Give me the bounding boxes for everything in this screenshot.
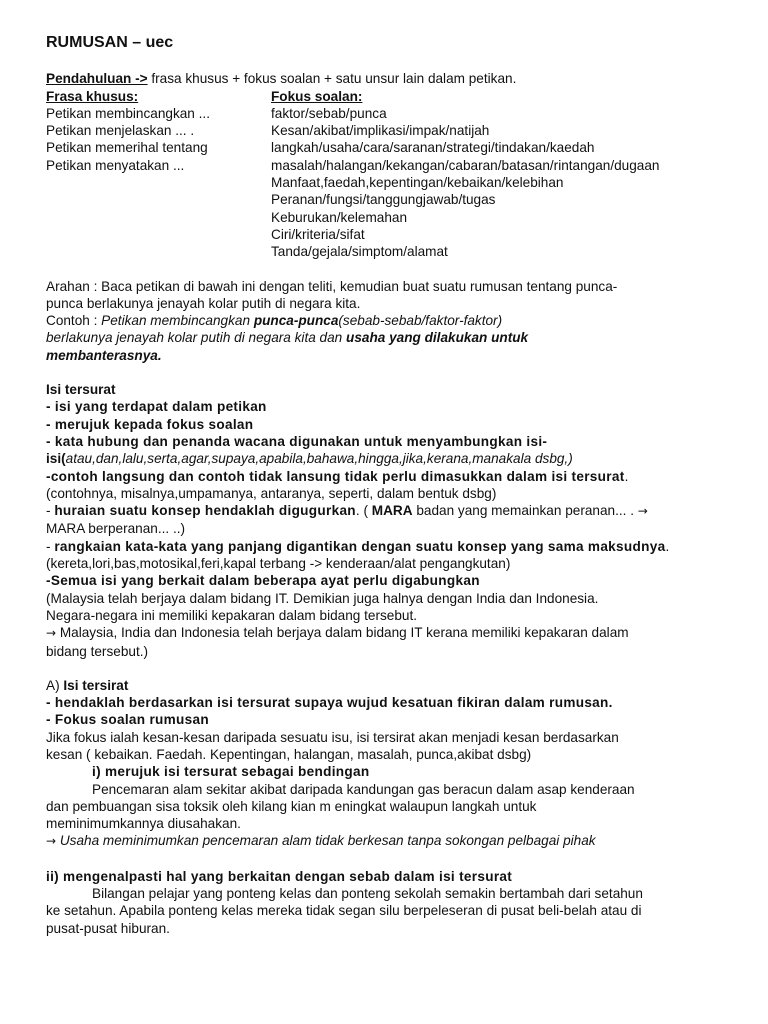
body-line: Jika fokus ialah kesan-kesan daripada sesuatu isu, isi tersirat akan menjadi kesan berdasarkan — [46, 729, 619, 745]
phrase-cell: Petikan memerihal tentang — [46, 140, 208, 156]
rule-line: - rangkaian kata-kata yang panjang digantikan dengan suatu konsep yang sama maksudnya. — [46, 538, 670, 554]
contoh-line: Contoh : Petikan membincangkan punca-punca(sebab-sebab/faktor-faktor) — [46, 313, 503, 329]
example-line: (Malaysia telah berjaya dalam bidang IT. Demikian juga halnya dengan India dan Indonesia. — [46, 590, 599, 606]
rule-line: - hendaklah berdasarkan isi tersurat supaya wujud kesatuan fikiran dalam rumusan. — [46, 695, 613, 711]
rule-line: - Fokus soalan rumusan — [46, 712, 209, 728]
phrase-cell — [46, 209, 271, 226]
col-header-fokus: Fokus soalan: — [271, 88, 363, 104]
contoh-label: Contoh : — [46, 313, 102, 329]
contoh-line-2: berlakunya jenayah kolar putih di negara kita dan usaha yang dilakukan untuk — [46, 330, 529, 346]
example-line: (kereta,lori,bas,motosikal,feri,kapal terbang -> kenderaan/alat pengangkutan) — [46, 556, 511, 572]
rule-line: -Semua isi yang berkait dalam beberapa ayat perlu digabungkan — [46, 573, 480, 589]
example-line: bidang tersebut.) — [46, 643, 149, 659]
arahan-line-2: punca berlakunya jenayah kolar putih di negara kita. — [46, 295, 361, 311]
focus-cell: langkah/usaha/cara/saranan/strategi/tindakan/kaedah — [271, 140, 595, 156]
arahan-line-1: Arahan : Baca petikan di bawah ini dengan teliti, kemudian buat suatu rumusan tentang punca- — [46, 278, 618, 294]
phrase-cell: Petikan membincangkan ... — [46, 105, 210, 121]
phrase-cell — [46, 191, 271, 208]
body-line: Pencemaran alam sekitar akibat daripada kandungan gas beracun dalam asap kenderaan — [92, 781, 635, 797]
phrase-cell: Petikan menjelaskan ... . — [46, 123, 195, 139]
rule-line: isi(atau,dan,lalu,serta,agar,supaya,apabila,bahawa,hingga,jika,kerana,manakala dsbg,) — [46, 451, 573, 467]
intro-line — [46, 70, 736, 87]
arrow-icon: → — [46, 626, 57, 641]
body-line: Bilangan pelajar yang ponteng kelas dan ponteng sekolah semakin bertambah dari setahun — [92, 886, 643, 902]
page-title: RUMUSAN – uec — [46, 34, 174, 51]
body-line: pusat-pusat hiburan. — [46, 920, 170, 936]
table-header — [46, 88, 736, 105]
phrase-cell: Petikan menyatakan ... — [46, 157, 185, 173]
subheading: i) merujuk isi tersurat sebagai bendingan — [92, 764, 370, 780]
section-heading-tersirat: A) Isi tersirat — [46, 677, 129, 693]
phrase-cell — [46, 174, 271, 191]
focus-cell: Manfaat,faedah,kepentingan/kebaikan/kelebihan — [271, 175, 564, 191]
rule-line: - isi yang terdapat dalam petikan — [46, 399, 267, 415]
table-row — [46, 243, 736, 260]
example-line: MARA berperanan... ..) — [46, 521, 186, 537]
table-row — [46, 209, 736, 226]
example-line: (contohnya, misalnya,umpamanya, antaranya, seperti, dalam bentuk dsbg) — [46, 485, 497, 501]
arrow-icon: → — [46, 834, 57, 849]
table-row — [46, 122, 736, 139]
rule-line: - huraian suatu konsep hendaklah digugurkan. ( MARA badan yang memainkan peranan... . → — [46, 503, 648, 519]
intro-text: frasa khusus + fokus soalan + satu unsur lain dalam petikan. — [147, 71, 517, 87]
focus-cell: Keburukan/kelemahan — [271, 209, 408, 225]
subheading: ii) mengenalpasti hal yang berkaitan dengan sebab dalam isi tersurat — [46, 868, 513, 884]
intro-label: Pendahuluan -> — [46, 71, 148, 87]
body-line: meminimumkannya diusahakan. — [46, 816, 241, 832]
example-line: Negara-negara ini memiliki kepakaran dalam bidang tersebut. — [46, 607, 418, 623]
document-page — [46, 34, 736, 937]
focus-cell: Ciri/kriteria/sifat — [271, 226, 365, 242]
conclusion-line: → Usaha meminimumkan pencemaran alam tidak berkesan tanpa sokongan pelbagai pihak — [46, 833, 596, 849]
arrow-icon: → — [637, 504, 648, 519]
table-row — [46, 191, 736, 208]
phrase-cell — [46, 243, 271, 260]
contoh-line-3: membanterasnya. — [46, 347, 162, 363]
body-line: kesan ( kebaikan. Faedah. Kepentingan, halangan, masalah, punca,akibat dsbg) — [46, 746, 532, 762]
focus-cell: faktor/sebab/punca — [271, 105, 387, 121]
section-heading-tersurat: Isi tersurat — [46, 382, 116, 398]
table-row — [46, 105, 736, 122]
body-line: ke setahun. Apabila ponteng kelas mereka tidak segan silu berpeleseran di pusat beli-belah atau di — [46, 903, 642, 919]
focus-cell: Peranan/fungsi/tanggungjawab/tugas — [271, 192, 496, 208]
table-row — [46, 139, 736, 156]
rule-line: - merujuk kepada fokus soalan — [46, 416, 254, 432]
col-header-frasa: Frasa khusus: — [46, 88, 139, 104]
focus-cell: Kesan/akibat/implikasi/impak/natijah — [271, 123, 490, 139]
table-row — [46, 174, 736, 191]
example-line: → Malaysia, India dan Indonesia telah berjaya dalam bidang IT kerana memiliki kepakaran dalam — [46, 625, 629, 641]
rule-line: -contoh langsung dan contoh tidak lansung tidak perlu dimasukkan dalam isi tersurat. — [46, 468, 629, 484]
table-row — [46, 226, 736, 243]
table-row — [46, 157, 736, 174]
rule-line: - kata hubung dan penanda wacana digunakan untuk menyambungkan isi- — [46, 433, 548, 449]
focus-cell: masalah/halangan/kekangan/cabaran/batasan/rintangan/dugaan — [271, 157, 660, 173]
body-line: dan pembuangan sisa toksik oleh kilang kian m eningkat walaupun langkah untuk — [46, 798, 537, 814]
phrase-cell — [46, 226, 271, 243]
focus-cell: Tanda/gejala/simptom/alamat — [271, 244, 448, 260]
